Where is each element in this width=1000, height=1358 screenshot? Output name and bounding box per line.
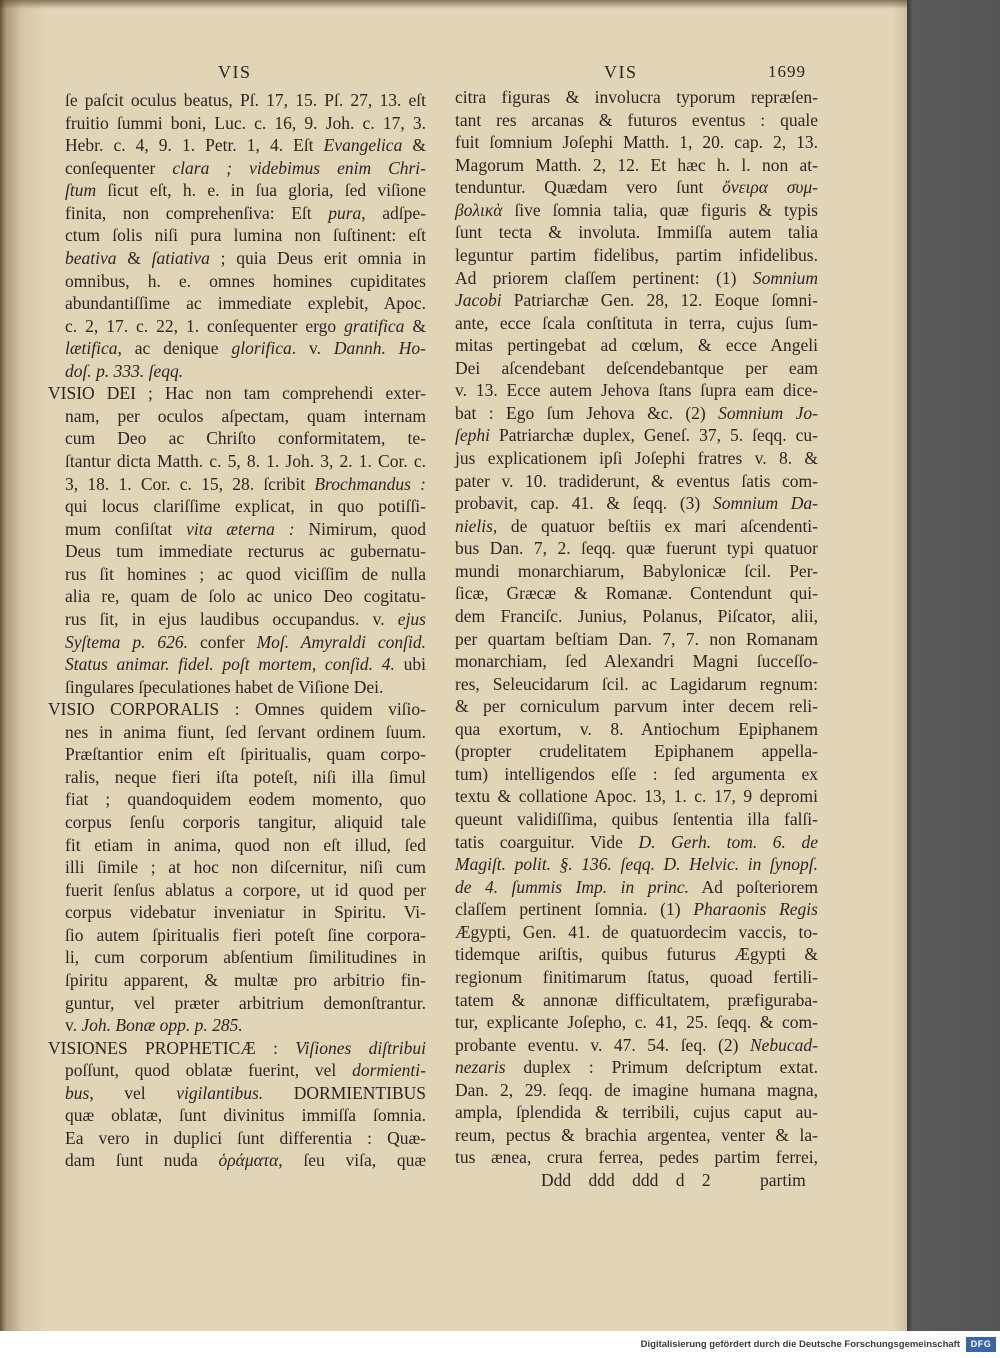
text-run: qua exortum, v. 8. Antiochum Epiphanem xyxy=(455,718,818,739)
text-line xyxy=(455,1056,818,1079)
text-line xyxy=(65,1014,426,1037)
text-line xyxy=(65,157,426,180)
text-line xyxy=(65,540,426,563)
text-line xyxy=(65,247,426,270)
text-run: confer xyxy=(188,631,257,652)
italic-text: Somnium xyxy=(752,267,818,288)
dictionary-entry xyxy=(48,1037,426,1172)
text-run: Ægypti, Gen. 41. de quatuordecim vaccis, to- xyxy=(455,921,818,942)
text-line xyxy=(455,154,818,177)
text-line xyxy=(65,1127,426,1150)
text-run: Hebr. c. 4, 9. 1. Petr. 1, 4. Eſt xyxy=(65,135,324,156)
scan-border xyxy=(907,0,1000,1331)
italic-text: Pharaonis Regis xyxy=(693,899,818,920)
text-run: claſſem pertinent ſomnia. (1) xyxy=(455,899,694,920)
text-run: v. xyxy=(65,1015,82,1036)
text-run: Ea vero in duplici ſunt differentia : Quæ- xyxy=(65,1127,426,1148)
text-line xyxy=(455,1101,818,1124)
text-run: qui locus clariſſime explicat, in quo potiſſi- xyxy=(65,496,426,517)
text-line xyxy=(455,650,818,673)
signature-mark: Ddd ddd ddd d 2 xyxy=(541,1170,711,1190)
text-line xyxy=(65,89,426,112)
text-line xyxy=(455,492,818,515)
text-run: ſicæ, Græcæ & Romanæ. Contendunt qui- xyxy=(455,583,818,604)
italic-text: bus xyxy=(65,1082,90,1103)
text-line xyxy=(455,718,818,741)
text-run: tant res arcanas & futuros eventus : quale xyxy=(455,109,818,130)
text-line xyxy=(65,653,426,676)
text-run: mum conſiſtat xyxy=(65,518,187,539)
text-line xyxy=(455,989,818,1012)
running-head-left: VIS xyxy=(218,62,252,82)
italic-text: ſatiativa xyxy=(151,247,210,268)
text-line xyxy=(455,1146,818,1169)
italic-text: ſephi xyxy=(455,425,490,446)
text-run: VISIONES PROPHETICÆ : xyxy=(48,1037,296,1058)
dfg-logo: DFG xyxy=(966,1337,996,1352)
text-run: Dan. 2, 29. ſeqq. de imagine humana magna, xyxy=(455,1079,818,1100)
dictionary-entry xyxy=(48,382,426,698)
italic-text: ſtum xyxy=(65,180,97,201)
text-line xyxy=(65,1082,426,1105)
text-line xyxy=(65,879,426,902)
text-line xyxy=(65,202,426,225)
text-run: li, cum corporum abſentium ſimilitudines in xyxy=(65,947,426,968)
text-line xyxy=(65,427,426,450)
text-line xyxy=(455,289,818,312)
text-run: probante eventu. v. 47. 54. ſeq. (2) xyxy=(455,1034,750,1055)
text-line xyxy=(455,966,818,989)
text-line xyxy=(455,447,818,470)
text-run: per quartam beſtiam Dan. 7, 7. non Romanam xyxy=(455,628,818,649)
text-line xyxy=(65,270,426,293)
text-line xyxy=(455,876,818,899)
text-run: ante, ecce ſcala conſtituta in terra, cujus ſum- xyxy=(455,312,818,333)
text-run: queunt validiſſima, quibus ſententia illa falſi- xyxy=(455,809,818,829)
text-line xyxy=(455,357,818,380)
text-run: dam ſunt nuda xyxy=(65,1150,219,1171)
text-line xyxy=(48,382,426,405)
text-run: Nimirum, quod xyxy=(294,518,426,539)
text-line xyxy=(455,785,818,808)
text-run: fiat ; quandoquidem eodem momento, quo xyxy=(65,789,426,810)
text-run: tus ænea, crura ferrea, pedes partim ferrei, xyxy=(455,1147,818,1168)
text-run: corpus videbatur inveniatur in Spiritu. Vi- xyxy=(65,902,426,923)
text-line xyxy=(65,1149,426,1172)
text-line xyxy=(65,811,426,834)
italic-text: Somnium Da- xyxy=(712,493,818,514)
text-run: v. 13. Ecce autem Jehova ſtans ſupra eam dice- xyxy=(455,380,818,401)
text-run: tum) intelligendos eſſe : ſed argumenta ex xyxy=(455,763,818,784)
text-run: ralis, neque fieri iſta poteſt, niſi illa ſimul xyxy=(65,766,426,787)
text-run: , de quatuor beſtiis ex mari aſcendenti- xyxy=(492,515,818,536)
text-line xyxy=(65,901,426,924)
italic-text: doſ. p. 333. ſeqq. xyxy=(65,360,184,381)
text-run: ſe paſcit oculus beatus, Pſ. 17, 15. Pſ. 27, 13. eſt xyxy=(65,90,426,110)
text-run: VISIO DEI ; Hac non tam comprehendi exter- xyxy=(48,383,426,404)
text-run: citra figuras & involucra typorum repræſen- xyxy=(455,87,818,107)
text-run: Deus tum immediate recturus ac gubernatu- xyxy=(65,541,426,562)
text-run: monarchiam, ſed Alexandri Magni ſucceſſo- xyxy=(455,651,818,672)
text-line xyxy=(65,1104,426,1127)
text-line xyxy=(65,473,426,496)
text-run: & xyxy=(404,315,426,336)
text-run: VISIO CORPORALIS : Omnes quidem viſio- xyxy=(48,699,426,720)
text-run: poſſunt, quod oblatæ fuerint, vel xyxy=(65,1060,353,1081)
text-line xyxy=(455,199,818,222)
text-line xyxy=(455,1124,818,1147)
text-line xyxy=(65,631,426,654)
text-run: guntur, vel præter arbitrium demonſtrantur. xyxy=(65,992,426,1013)
italic-text: Viſiones diſtribui xyxy=(295,1037,426,1058)
text-line xyxy=(455,109,818,132)
text-run: fruitio ſummi boni, Luc. c. 16, 9. Joh. c. 17, 3. xyxy=(65,112,426,133)
text-run: jus explicationem ipſi Joſephi fratres v. 8. & xyxy=(455,448,818,468)
text-run: tidemque ariſtis, quibus futurus Ægypti & xyxy=(455,944,818,965)
page-number: 1699 xyxy=(768,62,806,81)
italic-text: Joh. Bonæ opp. p. 285. xyxy=(81,1015,243,1036)
running-head-center: VIS xyxy=(604,62,638,82)
text-run: , ac denique xyxy=(117,338,232,359)
text-line xyxy=(455,582,818,605)
text-line xyxy=(65,563,426,586)
text-line xyxy=(65,676,426,699)
text-run: ſicut eſt, h. e. in ſua gloria, ſed viſione xyxy=(96,180,426,201)
text-run: alia re, quam de ſolo ac unico Deo cogitatu- xyxy=(65,586,426,607)
continued-entry-text xyxy=(455,86,818,1169)
text-run: DORMIENTIBUS xyxy=(263,1082,426,1103)
italic-text: Dannh. Ho- xyxy=(333,338,427,359)
text-line xyxy=(455,402,818,425)
text-run: Dei aſcendebant deſcendebantque per eam xyxy=(455,357,818,378)
text-run: fuit ſomnium Joſephi Matth. 1, 20. cap. 2, 13. xyxy=(455,132,818,153)
text-run: & xyxy=(116,247,152,268)
text-run: mitas pertingebat ad cœlum, & ecce Angeli xyxy=(455,335,818,356)
text-line xyxy=(455,312,818,335)
text-line xyxy=(455,131,818,154)
text-run: res, Seleucidarum ſcil. ac Lagidarum regnum: xyxy=(455,673,818,694)
text-line xyxy=(455,740,818,763)
italic-text: nielis xyxy=(455,515,493,536)
text-line xyxy=(65,179,426,202)
text-run: ſingulares ſpeculationes habet de Viſione Dei. xyxy=(65,676,384,697)
italic-text: Somnium Jo- xyxy=(718,402,818,423)
text-run: c. 2, 17. c. 22, 1. conſequenter ergo xyxy=(65,315,345,336)
text-run: nes in anima fiunt, ſed ſervant ordinem ſuum. xyxy=(65,721,426,742)
text-line xyxy=(455,808,818,831)
text-run: & xyxy=(402,135,426,156)
italic-text: lætifica xyxy=(65,338,118,359)
italic-text: Brochmandus : xyxy=(314,473,426,494)
text-line xyxy=(65,946,426,969)
text-run: tatis coarguitur. Vide xyxy=(455,831,639,852)
italic-text: Nebucad- xyxy=(749,1034,818,1055)
text-run: ſtantur dicta Matth. c. 5, 8. 1. Joh. 3, 2. 1. Cor. c. xyxy=(65,451,426,471)
text-run: tatem & annonæ difficultatem, præfiguraba- xyxy=(455,989,818,1010)
italic-text: ὁράματα xyxy=(218,1150,279,1171)
text-line xyxy=(455,763,818,786)
text-run: Ad poſteriorem xyxy=(689,876,818,897)
text-line xyxy=(65,788,426,811)
right-column xyxy=(455,86,818,1169)
text-run: Præſtantior enim eſt ſpiritualis, quam corpo- xyxy=(65,744,426,765)
text-line xyxy=(455,334,818,357)
text-line xyxy=(65,969,426,992)
text-line xyxy=(455,831,818,854)
text-run: omnibus, h. e. omnes homines cupiditates xyxy=(65,270,426,291)
text-line xyxy=(65,743,426,766)
text-run: textu & collatione Apoc. 13, 1. c. 17, 9 depromi xyxy=(455,786,818,807)
text-line xyxy=(65,134,426,157)
text-run: ubi xyxy=(394,654,426,675)
italic-text: de 4. ſummis Imp. in princ. xyxy=(455,876,690,897)
text-run: pater v. 10. tradiderunt, & eventus ſatis com- xyxy=(455,470,818,491)
text-line xyxy=(65,315,426,338)
text-run: regionum finitimarum ſtatus, quoad fertili- xyxy=(455,966,818,987)
text-run: cum Deo ac Chriſto conformitatem, te- xyxy=(65,428,426,449)
funding-notice: Digitalisierung gefördert durch die Deutsche Forschungsgemeinschaft xyxy=(640,1339,960,1350)
italic-text: Status animar. fidel. poſt mortem, conſid. 4. xyxy=(65,654,395,675)
text-run: duplex : Primum deſcriptum extat. xyxy=(505,1057,818,1078)
text-line xyxy=(455,244,818,267)
text-line xyxy=(48,1037,426,1060)
text-line xyxy=(65,856,426,879)
text-line xyxy=(65,721,426,744)
text-line xyxy=(455,695,818,718)
text-run: ſunt tecta & involuta. Immiſſa autem talia xyxy=(455,222,818,243)
text-run: bat : Ego ſum Jehova &c. (2) xyxy=(455,402,719,423)
text-run: probavit, cap. 41. & ſeqq. (3) xyxy=(455,493,713,514)
italic-text: beativa xyxy=(65,247,117,268)
text-line xyxy=(65,924,426,947)
text-line xyxy=(455,379,818,402)
text-run: , vel xyxy=(89,1082,177,1103)
text-run: , adſpe- xyxy=(361,202,426,223)
italic-text: Syſtema p. 626. xyxy=(65,631,189,652)
text-line xyxy=(65,834,426,857)
text-line xyxy=(65,360,426,383)
text-line xyxy=(65,405,426,428)
text-line xyxy=(455,898,818,921)
text-run: mundi monarchiarum, Babylonicæ ſcil. Per- xyxy=(455,560,818,581)
italic-text: nezaris xyxy=(455,1057,506,1078)
italic-text: gratifica xyxy=(344,315,405,336)
text-line xyxy=(65,495,426,518)
text-run: finita, non comprehenſiva: Eſt xyxy=(65,202,329,223)
text-run: 3, 18. 1. Cor. c. 15, 28. ſcribit xyxy=(65,473,315,494)
text-line xyxy=(455,921,818,944)
text-run: quæ oblatæ, ſunt divinitus immiſſa ſomnia. xyxy=(65,1105,426,1126)
text-run: fit etiam in anima, quod non eſt illud, ſed xyxy=(65,834,426,855)
text-line xyxy=(65,608,426,631)
text-line xyxy=(65,518,426,541)
text-run: . v. xyxy=(291,338,334,359)
italic-text: vigilantibus. xyxy=(176,1082,264,1103)
text-run: nam, per oculos aſpectam, quam internam xyxy=(65,405,426,426)
italic-text: Moſ. Amyraldi conſid. xyxy=(256,631,426,652)
italic-text: vita æterna : xyxy=(186,518,295,539)
text-line xyxy=(65,766,426,789)
text-run: rus ſit, in ejus laudibus occupandus. v. xyxy=(65,608,398,629)
text-line xyxy=(65,337,426,360)
italic-text: pura xyxy=(328,202,362,223)
italic-text: clara ; videbimus enim Chri- xyxy=(172,157,427,178)
italic-text: Jacobi xyxy=(455,290,502,311)
text-line xyxy=(455,943,818,966)
footer-bar xyxy=(0,1331,1000,1358)
text-line xyxy=(65,224,426,247)
italic-text: βολικὰ xyxy=(455,199,503,220)
italic-text: ejus xyxy=(397,608,426,629)
text-run: leguntur partim fidelibus, partim infidelibus. xyxy=(455,244,818,265)
text-line xyxy=(65,992,426,1015)
text-run: illi ſimile ; at hoc non diſcernitur, niſi cum xyxy=(65,857,426,878)
text-line xyxy=(455,86,818,109)
text-run: bus Dan. 7, 2. ſeqq. quæ fuerunt typi quatuor xyxy=(455,538,818,559)
text-run: ſpiritu apparent, & multæ pro arbitrio fin- xyxy=(65,969,426,990)
text-line xyxy=(65,585,426,608)
text-run: corpus ſenſu corporis tangitur, aliquid tale xyxy=(65,812,426,832)
text-run: tur, explicante Joſepho, c. 41, 25. ſeqq. & com- xyxy=(455,1012,818,1033)
italic-text: D. Gerh. tom. 6. de xyxy=(638,831,818,852)
text-run: ſio autem ſpiritualis fieri poteſt ſine corpora- xyxy=(65,924,426,945)
left-column xyxy=(48,89,427,1172)
text-line xyxy=(455,221,818,244)
text-line xyxy=(65,450,426,473)
text-run: ctum ſolis niſi pura lumina non ſuſtinent: eſt xyxy=(65,225,426,246)
text-line xyxy=(455,605,818,628)
italic-text: Evangelica xyxy=(323,135,403,156)
text-line xyxy=(455,853,818,876)
text-run: rus ſit homines ; ac quod viciſſim de nulla xyxy=(65,563,426,584)
text-line xyxy=(48,698,426,721)
text-run: & per corniculum parvum inter decem reli- xyxy=(455,696,818,717)
text-run: (propter crudelitatem Epiphanem appella- xyxy=(455,741,818,762)
text-run: reum, pectus & brachia argentea, venter & la- xyxy=(455,1124,818,1145)
text-run: dem Franciſc. Junius, Polanus, Piſcator, alii, xyxy=(455,605,818,626)
text-run: Patriarchæ Gen. 28, 12. Eoque ſomni- xyxy=(501,290,818,311)
text-line xyxy=(455,1034,818,1057)
text-line xyxy=(455,470,818,493)
text-run: Patriarchæ duplex, Geneſ. 37, 5. ſeqq. cu- xyxy=(490,425,818,446)
text-run: ampla, ſplendida & terribili, cujus caput au- xyxy=(455,1102,818,1123)
text-line xyxy=(65,112,426,135)
italic-text: Magiſt. polit. §. 136. ſeqq. D. Helvic. in ſynopſ. xyxy=(455,854,818,875)
text-run: tenduntur. Quædam vero ſunt xyxy=(455,177,723,198)
text-line xyxy=(455,1079,818,1102)
catchword: partim xyxy=(760,1170,806,1190)
text-line xyxy=(455,537,818,560)
continued-paragraph xyxy=(65,89,426,382)
text-line xyxy=(455,424,818,447)
text-run: Ad priorem claſſem pertinent: (1) xyxy=(455,267,753,288)
text-line xyxy=(455,673,818,696)
text-line xyxy=(65,1059,426,1082)
text-run: ſive ſomnia talia, quæ figuris & typis xyxy=(502,199,818,220)
text-line xyxy=(65,292,426,315)
italic-text: ὄνειρα συμ- xyxy=(722,177,818,198)
text-run: , ſeu viſa, quæ xyxy=(278,1150,426,1171)
text-line xyxy=(455,176,818,199)
text-run: conſequenter xyxy=(65,157,173,178)
italic-text: glorifica xyxy=(231,338,292,359)
text-line xyxy=(455,1011,818,1034)
text-line xyxy=(455,628,818,651)
italic-text: dormienti- xyxy=(352,1060,426,1081)
text-run: ; quia Deus erit omnia in xyxy=(209,247,426,268)
text-line xyxy=(455,267,818,290)
text-run: Magorum Matth. 2, 12. Et hæc h. l. non at- xyxy=(455,154,818,175)
text-run: abundantiſſime ac immediate explebit, Apoc. xyxy=(65,293,426,314)
dictionary-entry xyxy=(48,698,426,1036)
text-run: fuerit ſenſus ablatus a corpore, ut id quod per xyxy=(65,879,426,900)
text-line xyxy=(455,560,818,583)
text-line xyxy=(455,515,818,538)
